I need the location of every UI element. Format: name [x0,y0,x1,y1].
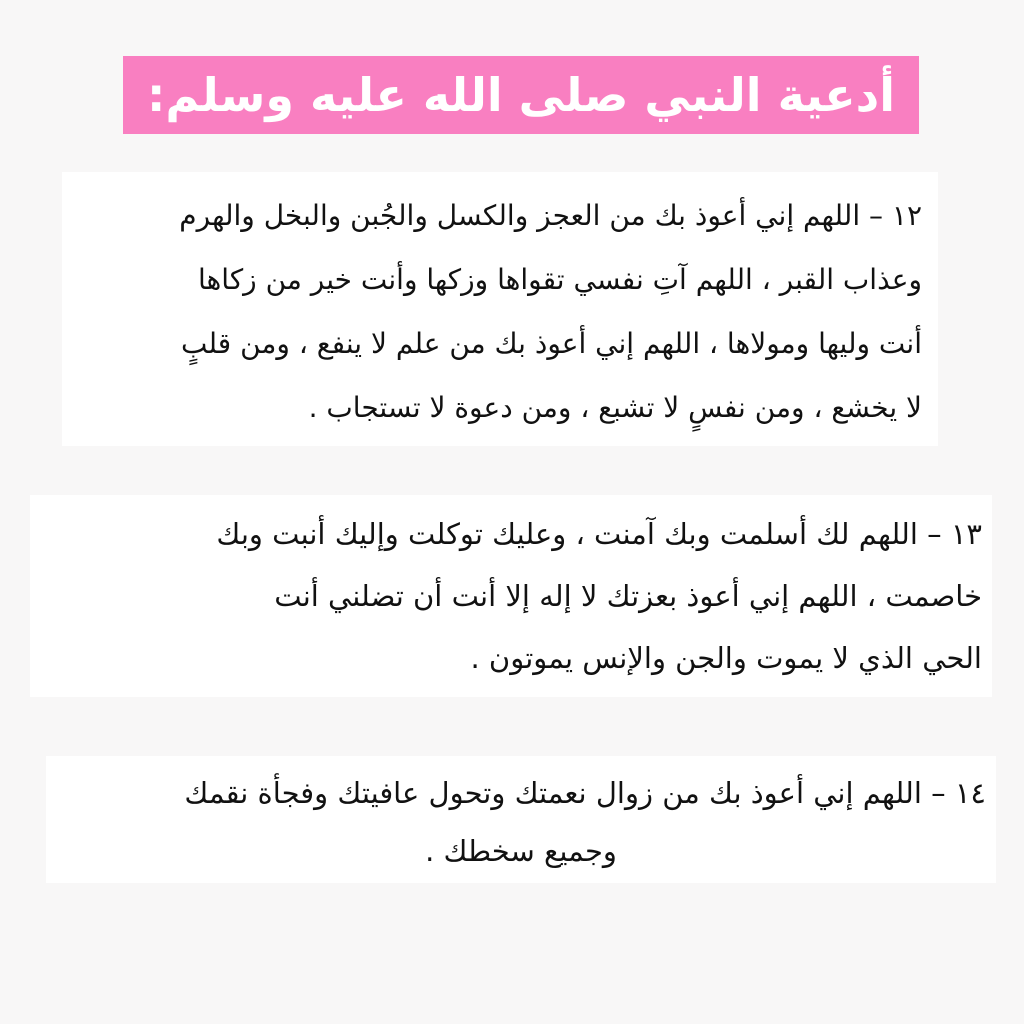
dua-12-line-3: أنت وليها ومولاها ، اللهم إني أعوذ بك من علم لا ينفع ، ومن قلبٍ [181,327,922,360]
dua-14-line-1: ١٤ – اللهم إني أعوذ بك من زوال نعمتك وتحول عافيتك وفجأة نقمك [184,776,986,810]
dua-card-14 [46,756,996,883]
title-banner [123,56,919,134]
dua-12-line-4: لا يخشع ، ومن نفسٍ لا تشبع ، ومن دعوة لا تستجاب . [308,391,922,424]
dua-12-line-1: ١٢ – اللهم إني أعوذ بك من العجز والكسل والجُبن والبخل والهرم [179,199,922,232]
page-title: أدعية النبي صلى الله عليه وسلم: [146,68,896,122]
dua-12-line-2: وعذاب القبر ، اللهم آتِ نفسي تقواها وزكها وأنت خير من زكاها [197,263,922,296]
dua-13-line-2: خاصمت ، اللهم إني أعوذ بعزتك لا إله إلا أنت أن تضلني أنت [274,579,982,613]
dua-13-line-1: ١٣ – اللهم لك أسلمت وبك آمنت ، وعليك توكلت وإليك أنبت وبك [216,517,982,551]
dua-card-12 [62,172,938,446]
dua-13-line-3: الحي الذي لا يموت والجن والإنس يموتون . [470,641,982,675]
dua-card-13 [30,495,992,697]
dua-14-line-2: وجميع سخطك . [425,834,617,868]
